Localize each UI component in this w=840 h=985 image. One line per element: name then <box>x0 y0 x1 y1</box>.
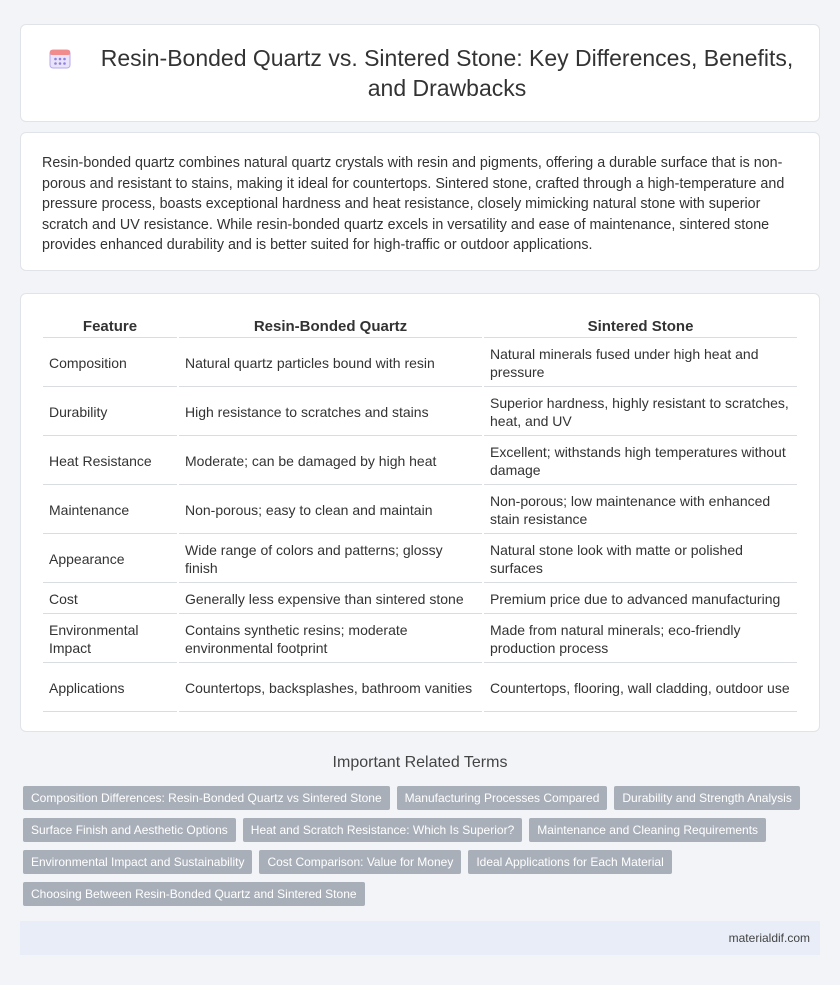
footer-site-link[interactable]: materialdif.com <box>728 931 810 945</box>
quartz-cell: Natural quartz particles bound with resin <box>179 338 482 387</box>
related-term-tag[interactable]: Choosing Between Resin-Bonded Quartz and Sintered Stone <box>23 882 365 906</box>
quartz-cell: Generally less expensive than sintered stone <box>179 583 482 614</box>
table-row <box>43 387 797 436</box>
quartz-cell: Wide range of colors and patterns; glossy finish <box>179 534 482 583</box>
related-terms-heading: Important Related Terms <box>332 754 508 771</box>
table-header-row <box>43 314 797 338</box>
sintered-cell: Premium price due to advanced manufacturing <box>484 583 797 614</box>
page-title: Resin-Bonded Quartz vs. Sintered Stone: Key Differences, Benefits, and Drawbacks <box>100 45 794 101</box>
feature-cell: Cost <box>43 583 177 614</box>
quartz-cell: Countertops, backsplashes, bathroom vanities <box>179 663 482 712</box>
related-term-tag[interactable]: Durability and Strength Analysis <box>614 786 799 810</box>
comparison-table-card <box>20 293 820 732</box>
feature-cell: Heat Resistance <box>43 436 177 485</box>
table-row <box>43 338 797 387</box>
table-row <box>43 614 797 663</box>
intro-card <box>20 132 820 271</box>
related-term-tag[interactable]: Cost Comparison: Value for Money <box>259 850 461 874</box>
quartz-cell: Non-porous; easy to clean and maintain <box>179 485 482 534</box>
related-terms-tags <box>23 786 823 906</box>
sintered-cell: Superior hardness, highly resistant to scratches, heat, and UV <box>484 387 797 436</box>
header-feature: Feature <box>43 314 177 338</box>
feature-cell: Durability <box>43 387 177 436</box>
quartz-cell: High resistance to scratches and stains <box>179 387 482 436</box>
sintered-cell: Excellent; withstands high temperatures without damage <box>484 436 797 485</box>
table-row <box>43 436 797 485</box>
sintered-cell: Non-porous; low maintenance with enhanced stain resistance <box>484 485 797 534</box>
related-term-tag[interactable]: Heat and Scratch Resistance: Which Is Superior? <box>243 818 522 842</box>
table-row <box>43 663 797 712</box>
related-term-tag[interactable]: Environmental Impact and Sustainability <box>23 850 252 874</box>
title-card <box>20 24 820 122</box>
feature-cell: Maintenance <box>43 485 177 534</box>
calendar-icon <box>49 47 71 69</box>
sintered-cell: Natural minerals fused under high heat and pressure <box>484 338 797 387</box>
footer <box>20 921 820 955</box>
sintered-cell: Natural stone look with matte or polished surfaces <box>484 534 797 583</box>
table-row <box>43 485 797 534</box>
feature-cell: Appearance <box>43 534 177 583</box>
related-term-tag[interactable]: Ideal Applications for Each Material <box>468 850 671 874</box>
related-term-tag[interactable]: Composition Differences: Resin-Bonded Quartz vs Sintered Stone <box>23 786 390 810</box>
intro-paragraph: Resin-bonded quartz combines natural quartz crystals with resin and pigments, offering a durable surface that is non-porous and resistant to stains, making it ideal for countertops. Sintered stone, crafted through a high-temperature and pressure process, boasts exceptional hardness and heat resistance, closely mimicking natural stone with superior scratch and UV resistance. While resin-bonded quartz excels in versatility and ease of maintenance, sintered stone provides enhanced durability and is better suited for high-traffic or outdoor applications. <box>42 155 785 253</box>
related-term-tag[interactable]: Surface Finish and Aesthetic Options <box>23 818 236 842</box>
feature-cell: Composition <box>43 338 177 387</box>
quartz-cell: Contains synthetic resins; moderate environmental footprint <box>179 614 482 663</box>
table-row <box>43 534 797 583</box>
table-row <box>43 583 797 614</box>
related-term-tag[interactable]: Manufacturing Processes Compared <box>397 786 608 810</box>
sintered-cell: Countertops, flooring, wall cladding, outdoor use <box>484 663 797 712</box>
comparison-table <box>41 314 799 712</box>
quartz-cell: Moderate; can be damaged by high heat <box>179 436 482 485</box>
related-term-tag[interactable]: Maintenance and Cleaning Requirements <box>529 818 766 842</box>
header-sintered-stone: Sintered Stone <box>484 314 797 338</box>
feature-cell: Applications <box>43 663 177 712</box>
sintered-cell: Made from natural minerals; eco-friendly production process <box>484 614 797 663</box>
feature-cell: Environmental Impact <box>43 614 177 663</box>
header-resin-bonded-quartz: Resin-Bonded Quartz <box>179 314 482 338</box>
